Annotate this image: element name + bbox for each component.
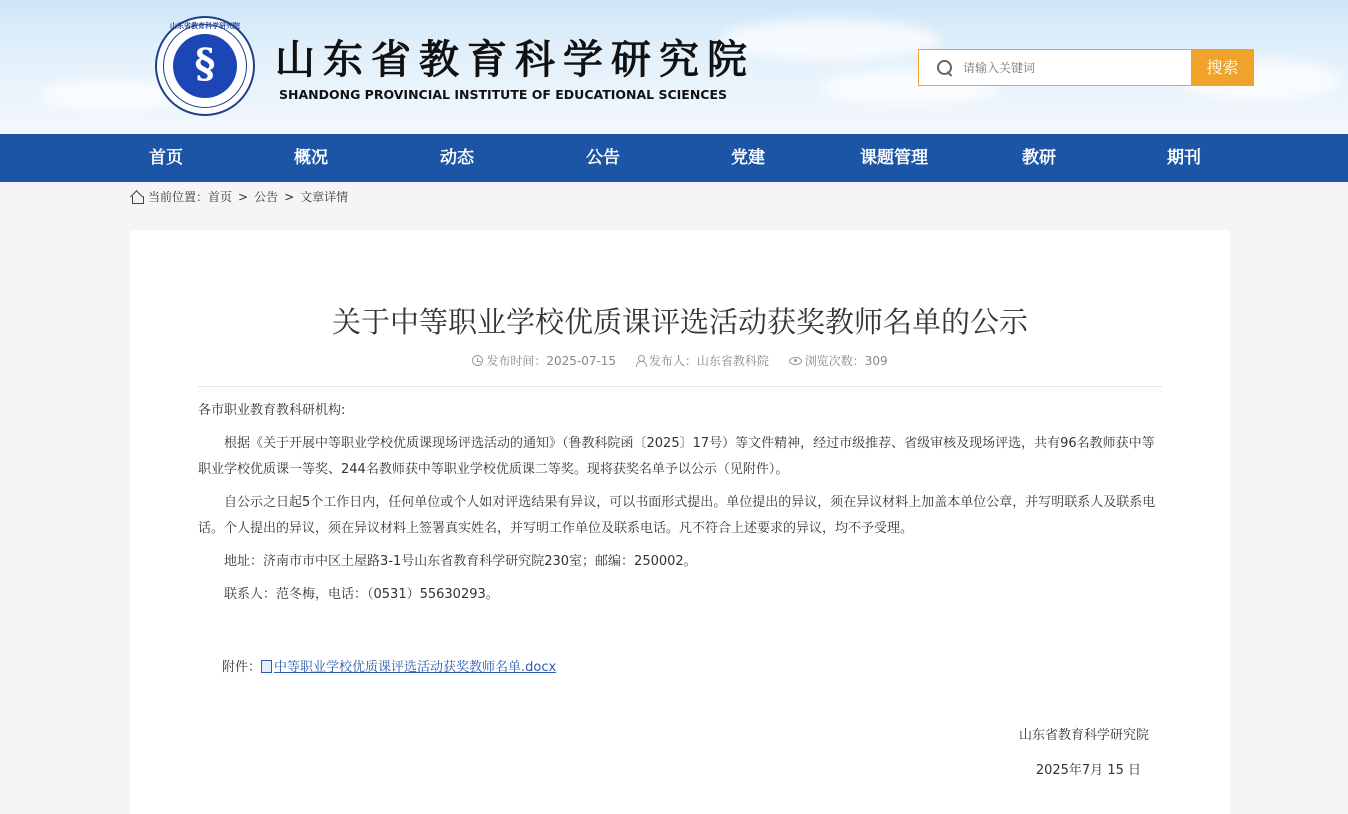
- logo-emblem: §: [173, 34, 237, 98]
- main-nav: [0, 134, 1348, 182]
- meta-divider: [198, 386, 1162, 387]
- nav-item-projects[interactable]: 课题管理: [860, 148, 928, 168]
- nav-item-home[interactable]: 首页: [149, 148, 183, 168]
- nav-item-news[interactable]: 动态: [440, 148, 474, 168]
- views-label: 浏览次数：: [804, 354, 865, 368]
- signature-org: 山东省教育科学研究院: [1018, 728, 1149, 743]
- site-header: [0, 0, 1348, 134]
- search-icon: [937, 60, 953, 76]
- attachment-label: 附件：: [222, 660, 262, 675]
- date-label: 发布时间：: [486, 354, 547, 368]
- site-title-english: SHANDONG PROVINCIAL INSTITUTE OF EDUCATIONAL SCIENCES: [279, 87, 727, 102]
- breadcrumb-notices[interactable]: 公告: [254, 190, 279, 204]
- views-value: 309: [864, 354, 888, 368]
- view-count: [789, 352, 888, 369]
- author-label: 发布人：: [648, 354, 697, 368]
- breadcrumb-separator: >: [284, 189, 295, 204]
- nav-item-journal[interactable]: 期刊: [1167, 148, 1201, 168]
- nav-item-research[interactable]: 教研: [1022, 148, 1056, 168]
- publish-date: [472, 352, 616, 369]
- document-icon: [261, 660, 272, 673]
- publisher: [636, 352, 769, 369]
- greeting: 各市职业教育教科研机构:: [198, 403, 346, 418]
- address-line: 地址：济南市市中区土屋路3-1号山东省教育科学研究院230室；邮编：250002。: [224, 554, 697, 569]
- site-title: 山东省教育科学研究院: [275, 36, 755, 83]
- logo-ring-text: 山东省教育科学研究院: [170, 22, 240, 30]
- date-value: 2025-07-15: [546, 354, 617, 368]
- signature-date: 2025年7月 15 日: [1035, 763, 1141, 778]
- site-logo[interactable]: [155, 16, 255, 116]
- attachment-link[interactable]: 中等职业学校优质课评选活动获奖教师名单.docx: [274, 660, 557, 675]
- signature-block: [1019, 724, 1149, 794]
- clock-icon: [472, 355, 483, 366]
- home-icon: [130, 191, 144, 203]
- breadcrumb: [130, 188, 348, 205]
- author-value: 山东省教科院: [696, 354, 769, 368]
- search-input[interactable]: [963, 61, 1163, 75]
- breadcrumb-separator: >: [238, 189, 249, 204]
- nav-item-party[interactable]: 党建: [731, 148, 765, 168]
- breadcrumb-prefix: 当前位置：: [148, 190, 209, 204]
- article-meta: [130, 352, 1230, 369]
- nav-item-overview[interactable]: 概况: [294, 148, 328, 168]
- search-bar: [918, 49, 1254, 86]
- search-button[interactable]: 搜索: [1191, 49, 1254, 86]
- article-title: 关于中等职业学校优质课评选活动获奖教师名单的公示: [331, 305, 1028, 339]
- attachment: [222, 656, 556, 675]
- paragraph: 自公示之日起5个工作日内，任何单位或个人如对评选结果有异议，可以书面形式提出。单位提出的异议，须在异议材料上加盖本单位公章，并写明联系人及联系电话。个人提出的异议，须在异议材料上签署真实姓名，并写明工作单位及联系电话。凡不符合上述要求的异议，均不予受理。: [198, 495, 1156, 536]
- article-card: [130, 230, 1230, 814]
- search-box: [918, 49, 1191, 86]
- breadcrumb-home[interactable]: 首页: [208, 190, 233, 204]
- contact-line: 联系人：范冬梅，电话：（0531）55630293。: [224, 587, 499, 602]
- article-body: [198, 398, 1166, 615]
- breadcrumb-current: 文章详情: [300, 190, 349, 204]
- nav-item-notices[interactable]: 公告: [586, 148, 620, 168]
- paragraph: 根据《关于开展中等职业学校优质课现场评选活动的通知》（鲁教科院函〔2025〕17号）等文件精神，经过市级推荐、省级审核及现场评选，共有96名教师获中等职业学校优质课一等奖、244名教师获中等职业学校优质课二等奖。现将获奖名单予以公示（见附件）。: [198, 436, 1155, 477]
- user-icon: [636, 355, 646, 366]
- eye-icon: [789, 357, 802, 365]
